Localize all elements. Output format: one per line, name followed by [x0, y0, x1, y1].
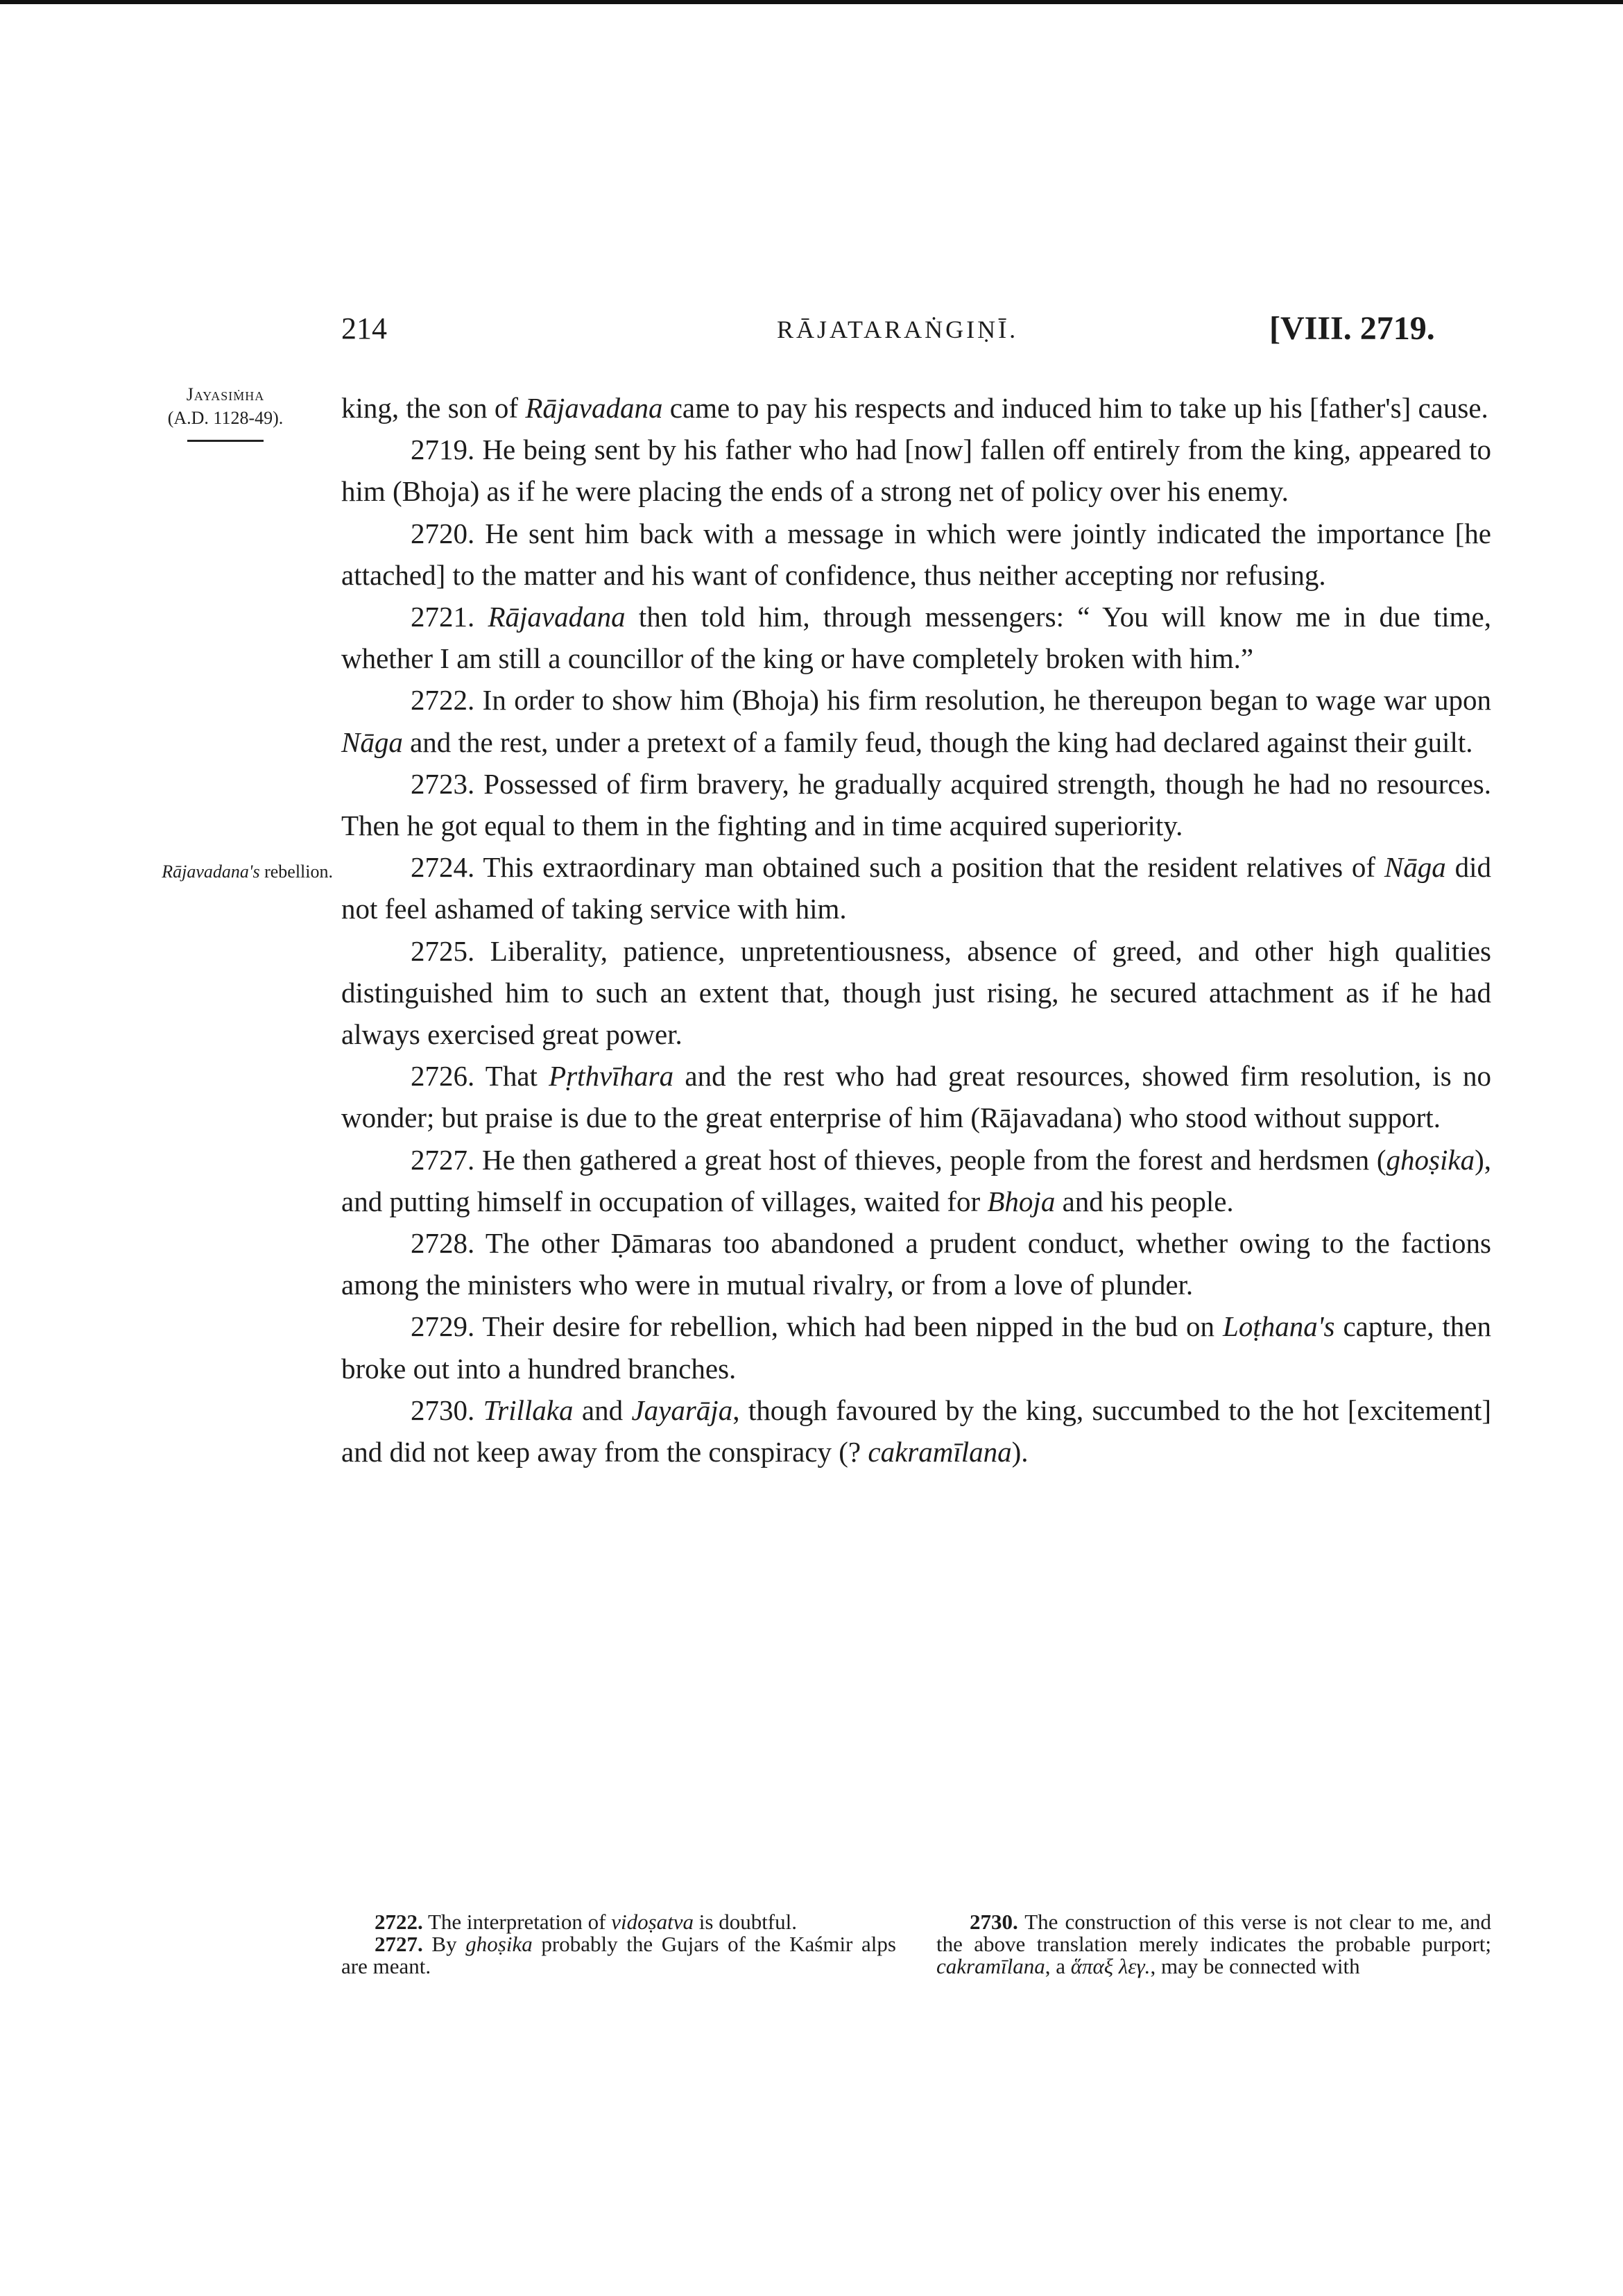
verse-2729: 2729. Their desire for rebellion, which had been nipped in the bud on Loṭhana's capture, then broke out into a hundred branches.	[341, 1310, 1491, 1385]
verse-2720: 2720. He sent him back with a message in which were jointly indicated the importance [he attached] to the matter and his want of confidence, thus neither accepting nor refusing.	[341, 517, 1491, 591]
footnotes-right-column	[936, 1911, 1491, 1978]
main-text	[341, 387, 1491, 1473]
verse-number: 2730.	[411, 1394, 475, 1426]
verse-number: 2728.	[411, 1227, 475, 1260]
verse-number: 2725.	[411, 934, 475, 967]
page-number: 214	[341, 311, 387, 345]
verse-number: 2722.	[411, 684, 475, 717]
page-header	[0, 311, 1623, 359]
regnal-marginal-note	[132, 383, 319, 442]
verse-number: 2723.	[411, 767, 475, 800]
footnotes-left-column	[341, 1911, 896, 1978]
verse-number: 2726.	[411, 1060, 475, 1093]
side-note-subject: Rājavadana's	[162, 862, 260, 882]
verse-2723: 2723. Possessed of firm bravery, he gradually acquired strength, though he had no resources. Then he got equal to them in the fighting and in time acquired superiority.	[341, 767, 1491, 842]
margin-rule	[187, 440, 264, 442]
footnote-2730: 2730. The construction of this verse is not clear to me, and the above translation merely indicates the probable purport; cakramīlana, a ἅπαξ λεγ., may be connected with	[936, 1910, 1491, 1978]
verse-2728: 2728. The other Ḍāmaras too abandoned a prudent conduct, whether owing to the factions among the ministers who were in mutual rivalry, or from a love of plunder.	[341, 1227, 1491, 1301]
page-top-border	[0, 0, 1623, 4]
footnote-number: 2722.	[375, 1910, 423, 1934]
section-reference: [VIII. 2719.	[1269, 310, 1435, 347]
footnote-2727: 2727. By ghoṣika probably the Gujars of the Kaśmir alps are meant.	[341, 1932, 896, 1978]
verse-number: 2727.	[411, 1143, 475, 1176]
verse-2726: 2726. That Pṛthvīhara and the rest who had great resources, showed firm resolution, is no wonder; but praise is due to the great enterprise of him (Rājavadana) who stood without support.	[341, 1060, 1491, 1134]
verse-2722: 2722. In order to show him (Bhoja) his firm resolution, he thereupon began to wage war upon Nāga and the rest, under a pretext of a family feud, though the king had declared against their guilt.	[341, 684, 1491, 758]
verse-number: 2724.	[411, 851, 475, 884]
verse-2730: 2730. Trillaka and Jayarāja, though favoured by the king, succumbed to the hot [excitement] and did not keep away from the conspiracy (? cakramīlana).	[341, 1394, 1491, 1468]
footnote-number: 2730.	[970, 1910, 1018, 1934]
running-title: RĀJATARAṄGIṆĪ.	[777, 316, 1019, 343]
verse-2724: 2724. This extraordinary man obtained such a position that the resident relatives of Nāga did not feel ashamed of taking service with him.	[341, 851, 1491, 925]
verse-2725: 2725. Liberality, patience, unpretentiousness, absence of greed, and other high qualities distinguished him to such an extent that, though just rising, he secured attachment as if he had always exercised great power.	[341, 934, 1491, 1051]
verse-2721: 2721. Rājavadana then told him, through messengers: “ You will know me in due time, whether I am still a councillor of the king or have completely broken with him.”	[341, 601, 1492, 675]
king-dates: (A.D. 1128-49).	[167, 408, 284, 428]
verse-number: 2720.	[411, 517, 475, 549]
side-note-rest: rebellion.	[259, 862, 333, 882]
verse-2719: 2719. He being sent by his father who had [now] fallen off entirely from the king, appeared to him (Bhoja) as if he were placing the ends of a strong net of policy over his enemy.	[341, 434, 1491, 508]
king-name: Jayasiṁha	[186, 384, 265, 404]
verse-2727: 2727. He then gathered a great host of thieves, people from the forest and herdsmen (ghoṣika), and putting himself in occupation of villages, waited for Bhoja and his people.	[341, 1143, 1491, 1217]
verse-number: 2721.	[411, 601, 475, 633]
verse-number: 2729.	[411, 1310, 475, 1343]
footnote-2722: 2722. The interpretation of vidoṣatva is doubtful.	[375, 1910, 797, 1934]
verse-continuation: king, the son of Rājavadana came to pay his respects and induced him to take up his [father's] cause.	[341, 392, 1488, 424]
side-note-rebellion	[28, 862, 333, 882]
verse-number: 2719.	[411, 434, 475, 466]
footnote-number: 2727.	[375, 1932, 423, 1956]
